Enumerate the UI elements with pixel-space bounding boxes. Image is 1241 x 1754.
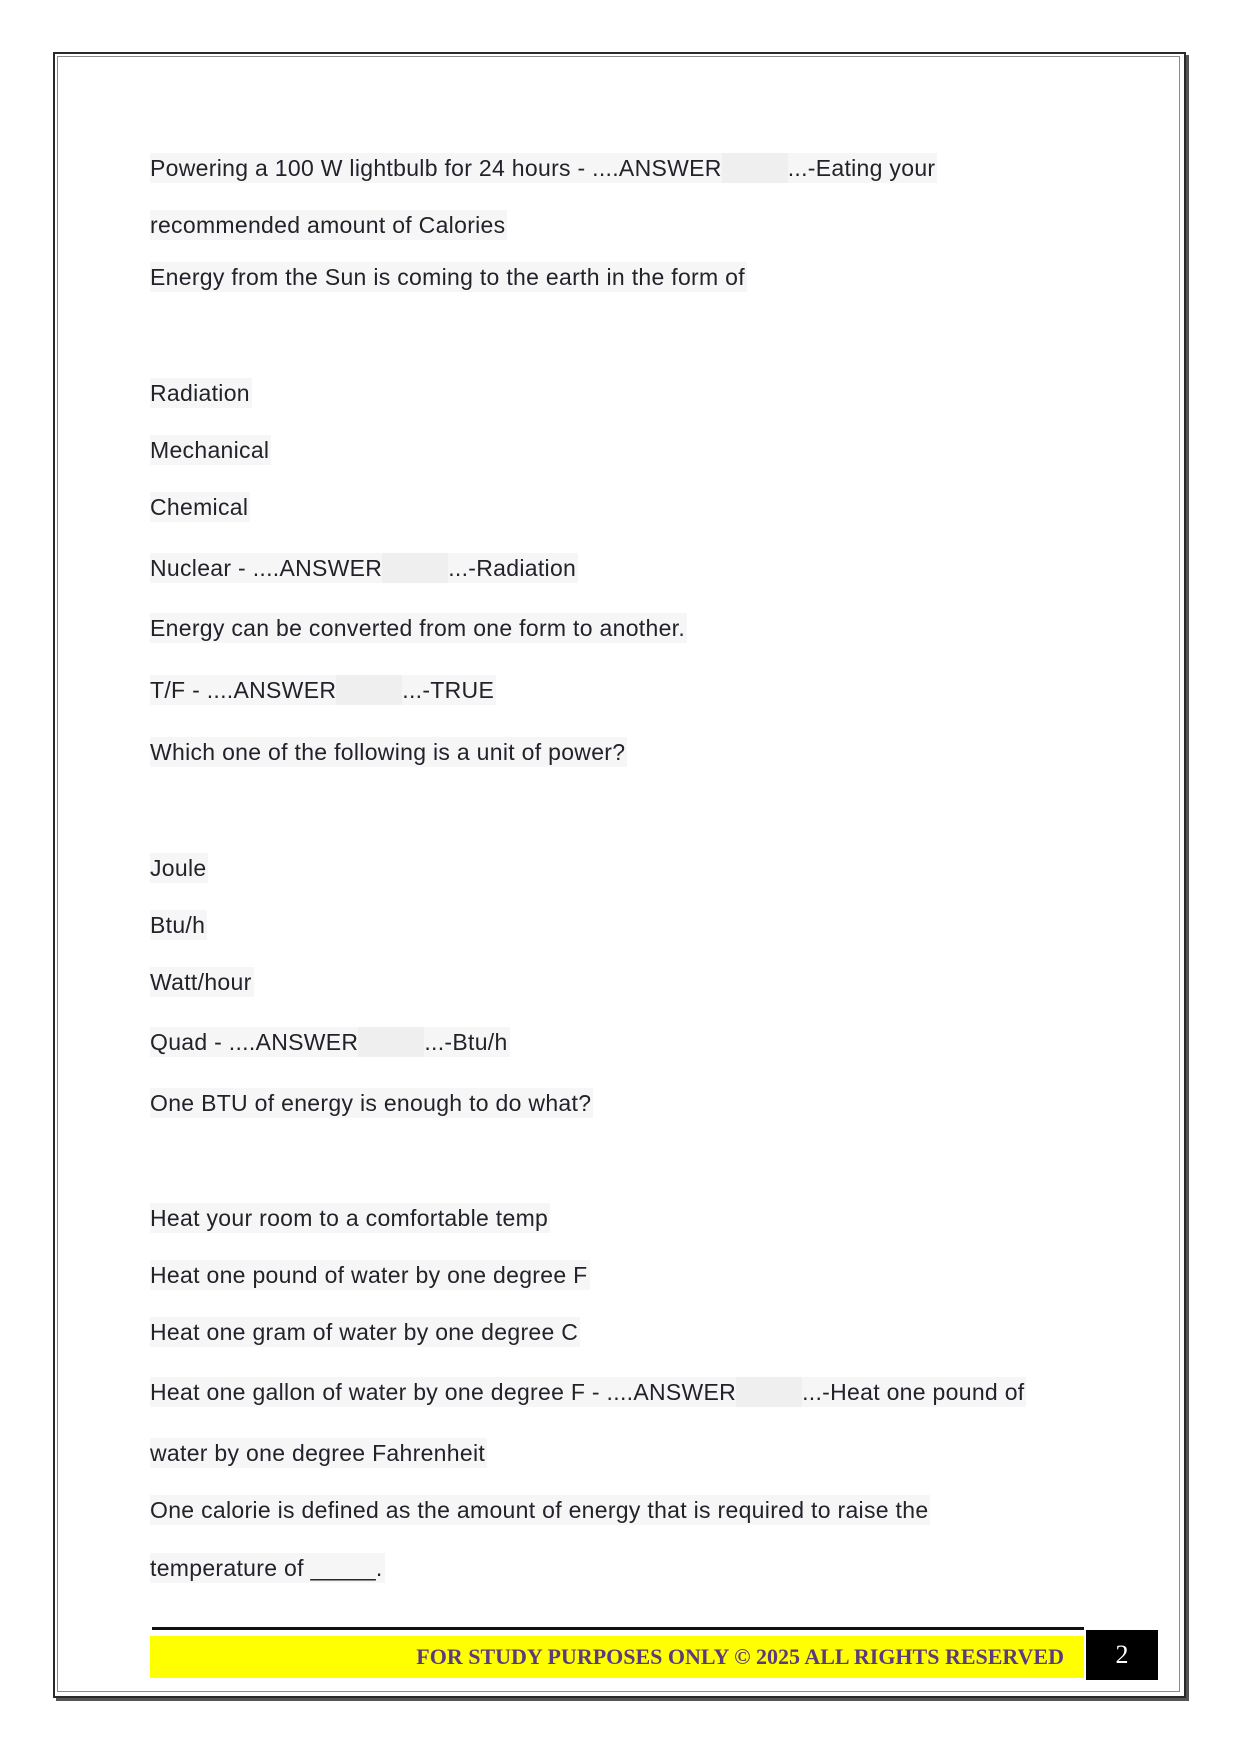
- text-line: Which one of the following is a unit of power?: [150, 739, 626, 765]
- answer-text: ...-Radiation: [448, 555, 577, 581]
- text-line: [150, 153, 937, 183]
- text-line: One BTU of energy is enough to do what?: [150, 1090, 592, 1116]
- text-line: One calorie is defined as the amount of energy that is required to raise the: [150, 1497, 929, 1523]
- option-line: Btu/h: [150, 912, 206, 938]
- answer-gap: [736, 1377, 802, 1407]
- option-line: Watt/hour: [150, 969, 252, 995]
- question-text: T/F - ....ANSWER: [150, 677, 337, 703]
- footer-divider: [152, 1627, 1084, 1630]
- question-text: Quad - ....ANSWER: [150, 1029, 359, 1055]
- option-line: Mechanical: [150, 437, 270, 463]
- option-line: Joule: [150, 855, 207, 881]
- text-line: [150, 1377, 1026, 1407]
- option-line: Heat one pound of water by one degree F: [150, 1262, 588, 1288]
- text-line: Energy can be converted from one form to another.: [150, 615, 686, 641]
- question-text: Nuclear - ....ANSWER: [150, 555, 383, 581]
- text-line: [150, 675, 496, 705]
- answer-text: ...-Heat one pound of: [802, 1379, 1025, 1405]
- text-line: Energy from the Sun is coming to the earth in the form of: [150, 264, 745, 290]
- answer-gap: [358, 1027, 424, 1057]
- text-line: [150, 553, 578, 583]
- answer-gap: [722, 153, 788, 183]
- footer-band: [150, 1636, 1084, 1678]
- question-text: Powering a 100 W lightbulb for 24 hours - ....ANSWER: [150, 155, 722, 181]
- question-text: Heat one gallon of water by one degree F - ....ANSWER: [150, 1379, 737, 1405]
- text-line: [150, 1027, 510, 1057]
- answer-text: ...-TRUE: [402, 677, 495, 703]
- option-line: Chemical: [150, 494, 249, 520]
- option-line: Radiation: [150, 380, 250, 406]
- text-line: temperature of _____.: [150, 1555, 383, 1581]
- answer-gap: [336, 675, 402, 705]
- option-line: Heat your room to a comfortable temp: [150, 1205, 549, 1231]
- answer-gap: [382, 553, 448, 583]
- answer-text: ...-Btu/h: [424, 1029, 508, 1055]
- footer-notice: FOR STUDY PURPOSES ONLY © 2025 ALL RIGHTS RESERVED: [416, 1644, 1064, 1669]
- page-number: 2: [1086, 1630, 1158, 1680]
- text-line: recommended amount of Calories: [150, 212, 506, 238]
- option-line: Heat one gram of water by one degree C: [150, 1319, 579, 1345]
- answer-text: ...-Eating your: [787, 155, 936, 181]
- text-line: water by one degree Fahrenheit: [150, 1440, 486, 1466]
